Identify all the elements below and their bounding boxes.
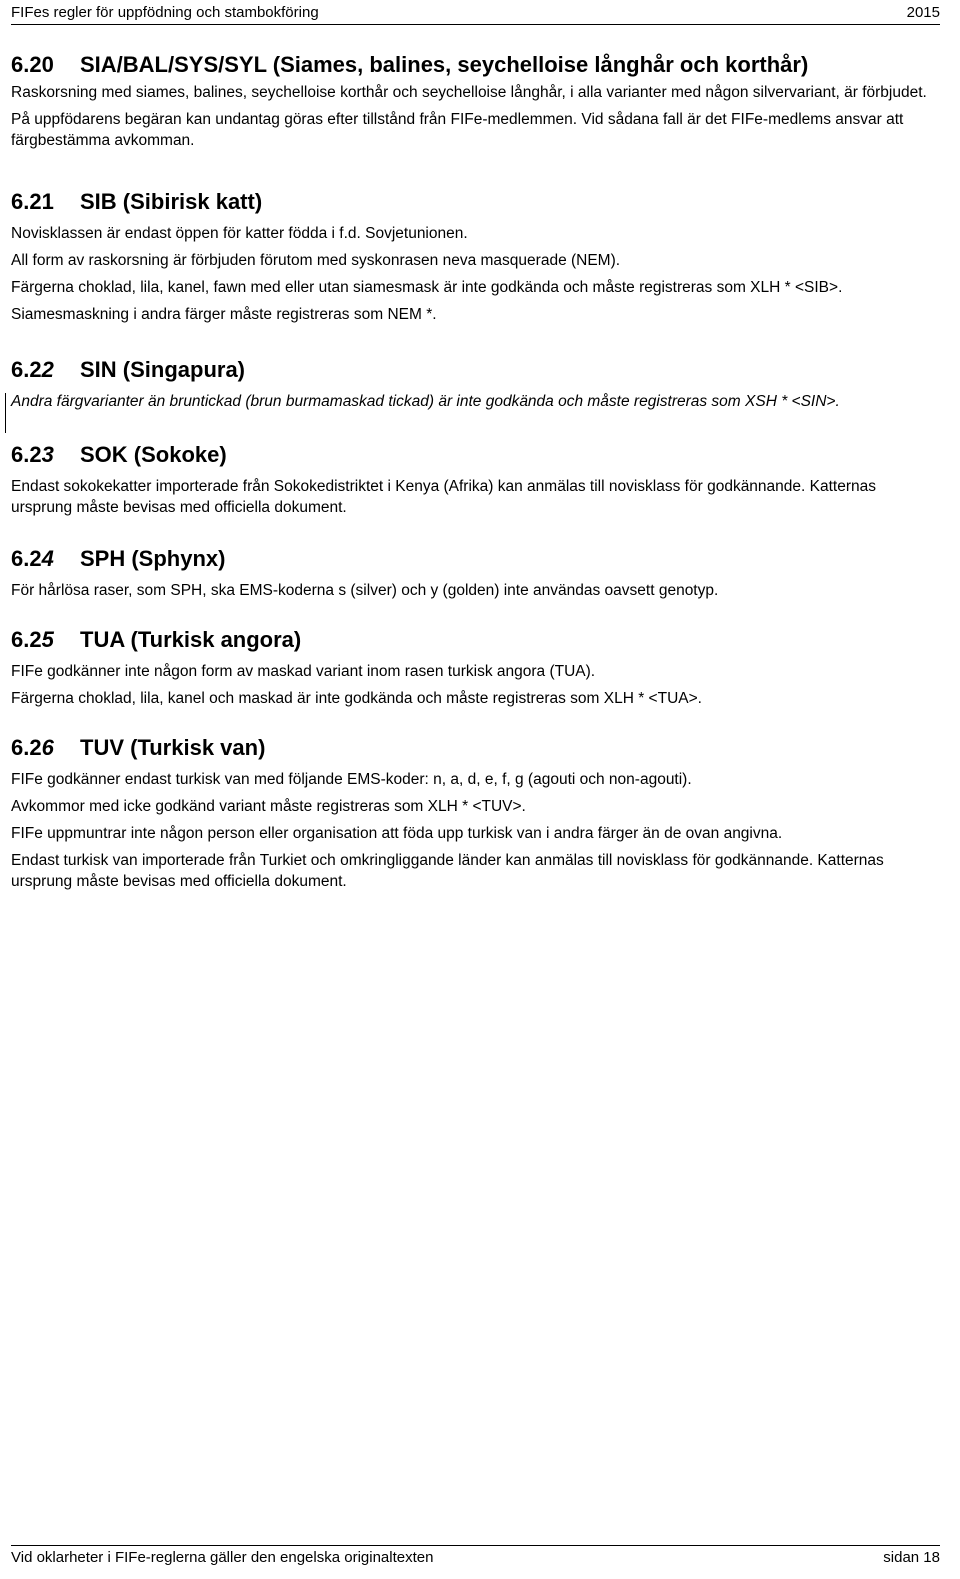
section-number-main: 6.2 bbox=[11, 442, 42, 467]
paragraph: Avkommor med icke godkänd variant måste registreras som XLH * <TUV>. bbox=[11, 798, 526, 815]
section-title: SOK (Sokoke) bbox=[80, 442, 227, 467]
paragraph: FIFe godkänner inte någon form av maskad variant inom rasen turkisk angora (TUA). bbox=[11, 663, 596, 680]
paragraph: Raskorsning med siames, balines, seychelloise korthår och seychelloise långhår, i alla varianter med någon silvervariant, är förbjudet. bbox=[11, 84, 927, 101]
section-heading bbox=[11, 355, 931, 385]
paragraph: Siamesmaskning i andra färger måste registreras som NEM *. bbox=[11, 306, 437, 323]
section-6-26 bbox=[11, 733, 931, 892]
section-heading bbox=[11, 733, 931, 763]
paragraph: FIFe uppmuntrar inte någon person eller organisation att föda upp turkisk van i andra färger än de ovan angivna. bbox=[11, 825, 783, 842]
section-number-tail: 3 bbox=[41, 442, 54, 467]
section-number bbox=[11, 733, 80, 763]
section-number-main: 6.2 bbox=[11, 357, 42, 382]
paragraph: FIFe godkänner endast turkisk van med följande EMS-koder: n, a, d, e, f, g (agouti och non-agouti). bbox=[11, 771, 692, 788]
paragraph: Endast sokokekatter importerade från Sokokedistriktet i Kenya (Afrika) kan anmälas till novisklass för godkännande. Katternas ursprung måste bevisas med officiella dokument. bbox=[11, 478, 876, 516]
page-header bbox=[11, 0, 940, 25]
section-number-main: 6.2 bbox=[11, 627, 42, 652]
section-title: TUV (Turkisk van) bbox=[80, 735, 266, 760]
page-footer bbox=[11, 1545, 940, 1567]
section-6-20 bbox=[11, 50, 931, 151]
header-year: 2015 bbox=[906, 4, 940, 21]
section-number-tail: 2 bbox=[41, 357, 54, 382]
section-title: TUA (Turkisk angora) bbox=[80, 627, 302, 652]
section-6-24 bbox=[11, 544, 931, 601]
section-heading bbox=[11, 187, 931, 217]
paragraph: På uppfödarens begäran kan undantag göras efter tillstånd från FIFe-medlemmen. Vid sådana fall är det FIFe-medlems ansvar att färgbestämma avkomman. bbox=[11, 111, 904, 149]
section-number bbox=[11, 544, 80, 574]
section-title: SPH (Sphynx) bbox=[80, 546, 226, 571]
paragraph: Endast turkisk van importerade från Turkiet och omkringliggande länder kan anmälas till novisklass för godkännande. Katternas ursprung måste bevisas med officiella dokument. bbox=[11, 852, 884, 890]
section-number-main: 6.2 bbox=[11, 735, 42, 760]
section-number bbox=[11, 625, 80, 655]
paragraph: Färgerna choklad, lila, kanel, fawn med eller utan siamesmask är inte godkända och måste registreras som XLH * <SIB>. bbox=[11, 279, 843, 296]
section-heading bbox=[11, 440, 931, 470]
paragraph: För hårlösa raser, som SPH, ska EMS-koderna s (silver) och y (golden) inte användas oavsett genotyp. bbox=[11, 582, 719, 599]
page-number: sidan 18 bbox=[883, 1549, 940, 1566]
section-number-tail: 5 bbox=[41, 627, 54, 652]
section-6-25 bbox=[11, 625, 931, 709]
section-title: SIB (Sibirisk katt) bbox=[80, 189, 263, 214]
revised-paragraph bbox=[11, 391, 931, 412]
document-body bbox=[11, 50, 931, 898]
section-number-tail: 4 bbox=[41, 546, 54, 571]
paragraph: Andra färgvarianter än bruntickad (brun burmamaskad tickad) är inte godkända och måste registreras som XSH * <SIN>. bbox=[11, 393, 840, 410]
section-heading bbox=[11, 544, 931, 574]
section-title: SIA/BAL/SYS/SYL (Siames, balines, seychelloise långhår och korthår) bbox=[80, 52, 809, 77]
section-heading bbox=[11, 50, 931, 80]
footer-note: Vid oklarheter i FIFe-reglerna gäller den engelska originaltexten bbox=[11, 1549, 434, 1566]
section-number: 6.20 bbox=[11, 52, 54, 77]
section-number bbox=[11, 440, 80, 470]
paragraph: All form av raskorsning är förbjuden förutom med syskonrasen neva masquerade (NEM). bbox=[11, 252, 621, 269]
section-title: SIN (Singapura) bbox=[80, 357, 246, 382]
section-number: 6.21 bbox=[11, 189, 54, 214]
section-heading bbox=[11, 625, 931, 655]
change-bar bbox=[5, 393, 6, 433]
section-number bbox=[11, 355, 80, 385]
paragraph: Novisklassen är endast öppen för katter födda i f.d. Sovjetunionen. bbox=[11, 225, 468, 242]
section-number-tail: 6 bbox=[41, 735, 54, 760]
section-6-23 bbox=[11, 440, 931, 518]
section-6-21 bbox=[11, 187, 931, 325]
header-title: FIFes regler för uppfödning och stambokföring bbox=[11, 4, 319, 21]
paragraph: Färgerna choklad, lila, kanel och maskad är inte godkända och måste registreras som XLH * <TUA>. bbox=[11, 690, 702, 707]
section-6-22 bbox=[11, 355, 931, 412]
section-number-main: 6.2 bbox=[11, 546, 42, 571]
